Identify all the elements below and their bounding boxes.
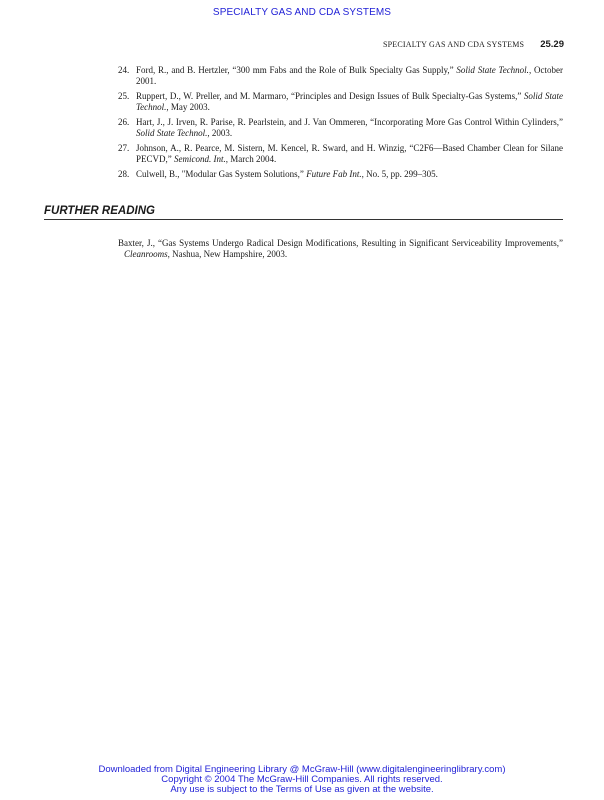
reference-item xyxy=(118,169,563,180)
reference-item xyxy=(118,65,563,87)
further-reading-heading: FURTHER READING xyxy=(44,205,563,220)
reference-number: 28. xyxy=(118,169,130,179)
further-reading-section xyxy=(118,238,563,260)
reference-item xyxy=(118,117,563,139)
footer-download-link[interactable]: Downloaded from Digital Engineering Library @ McGraw-Hill (www.digitalengineeringlibrary.com) xyxy=(98,764,506,775)
page-number: 25.29 xyxy=(540,39,564,50)
reference-number: 27. xyxy=(118,143,130,153)
reference-text: Ruppert, D., W. Preller, and M. Marmaro, “Principles and Design Issues of Bulk Specialty-Gas Systems,” Solid State Technol., May 2003. xyxy=(136,91,563,112)
further-reading-entry: Baxter, J., “Gas Systems Undergo Radical Design Modifications, Resulting in Significant Serviceability Improvements,” Cleanrooms, Nashua, New Hampshire, 2003. xyxy=(118,238,563,259)
footer xyxy=(0,765,604,795)
footer-terms[interactable]: Any use is subject to the Terms of Use as given at the website. xyxy=(170,784,434,795)
reference-number: 25. xyxy=(118,91,130,101)
reference-text: Culwell, B., "Modular Gas System Solutions,” Future Fab Int., No. 5, pp. 299–305. xyxy=(136,169,438,179)
reference-list xyxy=(118,65,563,184)
reference-text: Ford, R., and B. Hertzler, “300 mm Fabs and the Role of Bulk Specialty Gas Supply,” Solid State Technol., October 2001. xyxy=(136,65,563,86)
reference-number: 26. xyxy=(118,117,130,127)
top-banner[interactable]: SPECIALTY GAS AND CDA SYSTEMS xyxy=(212,7,392,18)
running-head-title: SPECIALTY GAS AND CDA SYSTEMS xyxy=(382,40,525,49)
running-head xyxy=(383,39,564,50)
reference-item xyxy=(118,91,563,113)
reference-item xyxy=(118,143,563,165)
reference-text: Johnson, A., R. Pearce, M. Sistern, M. Kencel, R. Sward, and H. Winzig, “C2F6—Based Chamber Clean for Silane PECVD,” Semicond. Int., March 2004. xyxy=(136,143,563,164)
reference-text: Hart, J., J. Irven, R. Parise, R. Pearlstein, and J. Van Ommeren, “Incorporating More Gas Control Within Cylinders,” Solid State Technol., 2003. xyxy=(136,117,563,138)
reference-number: 24. xyxy=(118,65,130,75)
footer-copyright[interactable]: Copyright © 2004 The McGraw-Hill Companies. All rights reserved. xyxy=(161,774,443,785)
